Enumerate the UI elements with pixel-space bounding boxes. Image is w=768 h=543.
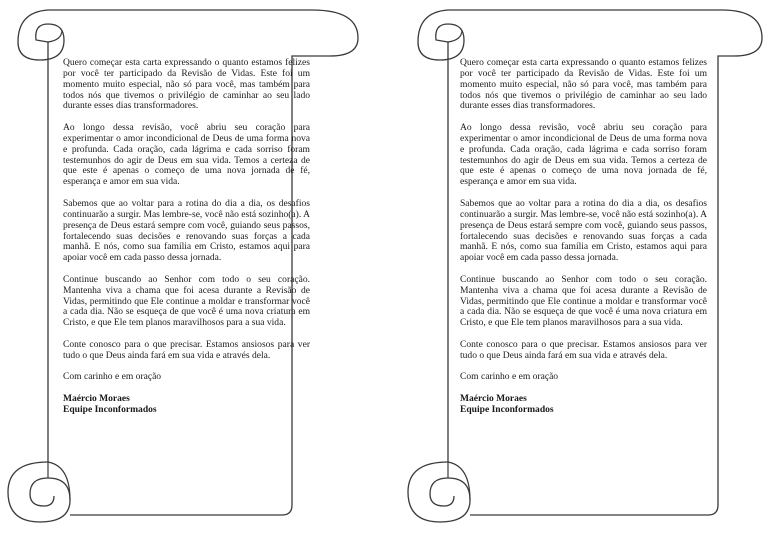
letter-scroll-right — [404, 0, 764, 543]
signature-name: Maércio Moraes — [63, 393, 130, 405]
letter-paragraph: Quero começar esta carta expressando o quanto estamos felizes por você ter participado da Revisão de Vidas. Este foi um momento muito especial, não só para você, mas também para todos nós que tivemos o privilégio de caminhar ao seu lado durante esses dias transformadores. — [460, 57, 707, 112]
signature-name: Maércio Moraes — [460, 393, 527, 405]
letter-paragraph: Sabemos que ao voltar para a rotina do dia a dia, os desafios continuarão a surgir. Mas lembre-se, você não está sozinho(a). A presença de Deus estará sempre com você, guiando seus passos, fortalecendo suas decisões e renovando suas forças a cada manhã. E nós, como sua família em Cristo, estamos aqui para apoiar você em cada passo dessa jornada. — [460, 197, 707, 264]
letter-paragraph: Continue buscando ao Senhor com todo o seu coração. Mantenha viva a chama que foi acesa durante a Revisão de Vidas, permitindo que Ele continue a moldar e transformar você a cada dia. Não se esqueça de que você é uma nova criatura em Cristo, e que Ele tem planos maravilhosos para a sua vida. — [460, 273, 707, 329]
signature-team: Equipe Inconformados — [63, 404, 157, 415]
letter-paragraph: Conte conosco para o que precisar. Estamos ansiosos para ver tudo o que Deus ainda fará em sua vida e através dela. — [460, 338, 707, 361]
signature-team: Equipe Inconformados — [460, 404, 554, 415]
letter-text — [63, 58, 310, 416]
letter-closing: Com carinho e em oração — [63, 371, 162, 383]
letter-paragraph: Continue buscando ao Senhor com todo o seu coração. Mantenha viva a chama que foi acesa durante a Revisão de Vidas, permitindo que Ele continue a moldar e transformar você a cada dia. Não se esqueça de que você é uma nova criatura em Cristo, e que Ele tem planos maravilhosos para a sua vida. — [63, 273, 310, 329]
letter-paragraph: Quero começar esta carta expressando o quanto estamos felizes por você ter participado da Revisão de Vidas. Este foi um momento muito especial, não só para você, mas também para todos nós que tivemos o privilégio de caminhar ao seu lado durante esses dias transformadores. — [63, 57, 310, 112]
letter-paragraph: Ao longo dessa revisão, você abriu seu coração para experimentar o amor incondicional de Deus de uma forma nova e profunda. Cada oração, cada lágrima e cada sorriso foram testemunhos do agir de Deus em sua vida. Temos a certeza de que este é apenas o começo de uma nova jornada de fé, esperança e amor em sua vida. — [63, 122, 310, 188]
letter-paragraph: Conte conosco para o que precisar. Estamos ansiosos para ver tudo o que Deus ainda fará em sua vida e através dela. — [63, 338, 310, 361]
letter-text — [460, 58, 707, 416]
letter-scroll-left — [0, 0, 360, 543]
letter-paragraph: Sabemos que ao voltar para a rotina do dia a dia, os desafios continuarão a surgir. Mas lembre-se, você não está sozinho(a). A presença de Deus estará sempre com você, guiando seus passos, fortalecendo suas decisões e renovando suas forças a cada manhã. E nós, como sua família em Cristo, estamos aqui para apoiar você em cada passo dessa jornada. — [63, 197, 310, 264]
letter-closing: Com carinho e em oração — [460, 371, 559, 383]
letter-paragraph: Ao longo dessa revisão, você abriu seu coração para experimentar o amor incondicional de Deus de uma forma nova e profunda. Cada oração, cada lágrima e cada sorriso foram testemunhos do agir de Deus em sua vida. Temos a certeza de que este é apenas o começo de uma nova jornada de fé, esperança e amor em sua vida. — [460, 122, 707, 188]
